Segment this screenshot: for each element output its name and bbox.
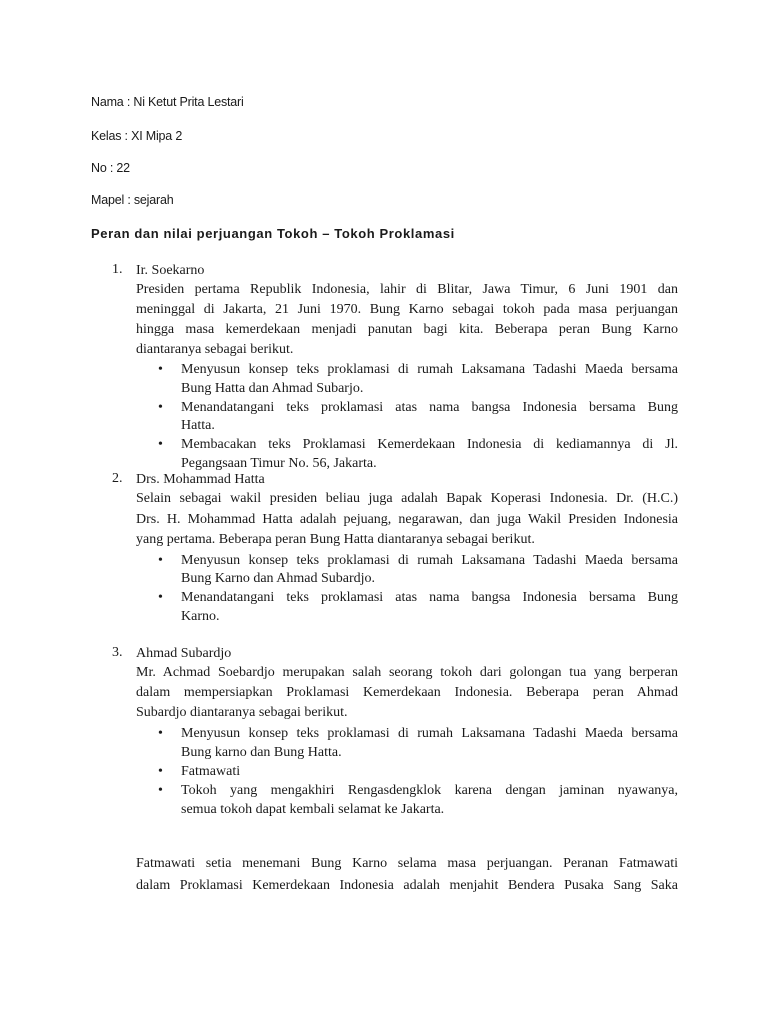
bullet-icon: •	[158, 400, 163, 415]
bullet-line: Bung karno dan Bung Hatta.	[181, 745, 342, 760]
bullet-line: Menyusun konsep teks proklamasi di rumah Laksamana Tadashi Maeda bersama	[181, 362, 678, 377]
bullet-icon: •	[158, 764, 163, 779]
paragraph-line: dalam Proklamasi Kemerdekaan Indonesia adalah menjahit Bendera Pusaka Sang Saka	[136, 878, 678, 893]
bullet-line: Menandatangani teks proklamasi atas nama bangsa Indonesia bersama Bung	[181, 400, 678, 415]
bullet-line: Fatmawati	[181, 764, 241, 779]
bullet-line: Menyusun konsep teks proklamasi di rumah Laksamana Tadashi Maeda bersama	[181, 553, 678, 568]
section-number: 1.	[112, 262, 123, 277]
section-heading: Drs. Mohammad Hatta	[136, 472, 265, 487]
bullet-icon: •	[158, 590, 163, 605]
bullet-line: Bung Karno dan Ahmad Subardjo.	[181, 571, 376, 586]
student-number: No : 22	[91, 161, 130, 175]
section-heading: Ahmad Subardjo	[136, 646, 232, 661]
paragraph-line: diantaranya sebagai berikut.	[136, 342, 294, 357]
student-name: Nama : Ni Ketut Prita Lestari	[91, 95, 244, 109]
section-number: 2.	[112, 471, 123, 486]
section-number: 3.	[112, 645, 123, 660]
bullet-line: semua tokoh dapat kembali selamat ke Jakarta.	[181, 802, 445, 817]
bullet-icon: •	[158, 783, 163, 798]
bullet-line: Menyusun konsep teks proklamasi di rumah Laksamana Tadashi Maeda bersama	[181, 726, 678, 741]
student-class: Kelas : XI Mipa 2	[91, 129, 183, 143]
paragraph-line: Subardjo diantaranya sebagai berikut.	[136, 705, 348, 720]
bullet-line: Tokoh yang mengakhiri Rengasdengklok karena dengan jaminan nyawanya,	[181, 783, 678, 798]
paragraph-line: Selain sebagai wakil presiden beliau juga adalah Bapak Koperasi Indonesia. Dr. (H.C.)	[136, 491, 678, 506]
paragraph-line: Drs. H. Mohammad Hatta adalah pejuang, negarawan, dan juga Wakil Presiden Indonesia	[136, 512, 678, 527]
bullet-icon: •	[158, 553, 163, 568]
paragraph-line: yang pertama. Beberapa peran Bung Hatta diantaranya sebagai berikut.	[136, 532, 535, 547]
bullet-icon: •	[158, 362, 163, 377]
bullet-line: Menandatangani teks proklamasi atas nama bangsa Indonesia bersama Bung	[181, 590, 678, 605]
bullet-line: Bung Hatta dan Ahmad Subarjo.	[181, 381, 364, 396]
bullet-line: Hatta.	[181, 418, 215, 433]
document-title: Peran dan nilai perjuangan Tokoh – Tokoh Proklamasi	[91, 226, 455, 241]
bullet-line: Pegangsaan Timur No. 56, Jakarta.	[181, 456, 377, 471]
paragraph-line: Fatmawati setia menemani Bung Karno selama masa perjuangan. Peranan Fatmawati	[136, 856, 678, 871]
paragraph-line: Presiden pertama Republik Indonesia, lahir di Blitar, Jawa Timur, 6 Juni 1901 dan	[136, 282, 678, 297]
bullet-icon: •	[158, 726, 163, 741]
bullet-line: Karno.	[181, 609, 220, 624]
bullet-icon: •	[158, 437, 163, 452]
paragraph-line: dalam mempersiapkan Proklamasi Kemerdekaan Indonesia. Beberapa peran Ahmad	[136, 685, 678, 700]
subject: Mapel : sejarah	[91, 193, 174, 207]
section-heading: Ir. Soekarno	[136, 263, 205, 278]
paragraph-line: Mr. Achmad Soebardjo merupakan salah seorang tokoh dari golongan tua yang berperan	[136, 665, 678, 680]
paragraph-line: hingga masa kemerdekaan menjadi panutan bagi kita. Beberapa peran Bung Karno	[136, 322, 678, 337]
bullet-line: Membacakan teks Proklamasi Kemerdekaan Indonesia di kediamannya di Jl.	[181, 437, 678, 452]
paragraph-line: meninggal di Jakarta, 21 Juni 1970. Bung Karno sebagai tokoh pada masa perjuangan	[136, 302, 678, 317]
